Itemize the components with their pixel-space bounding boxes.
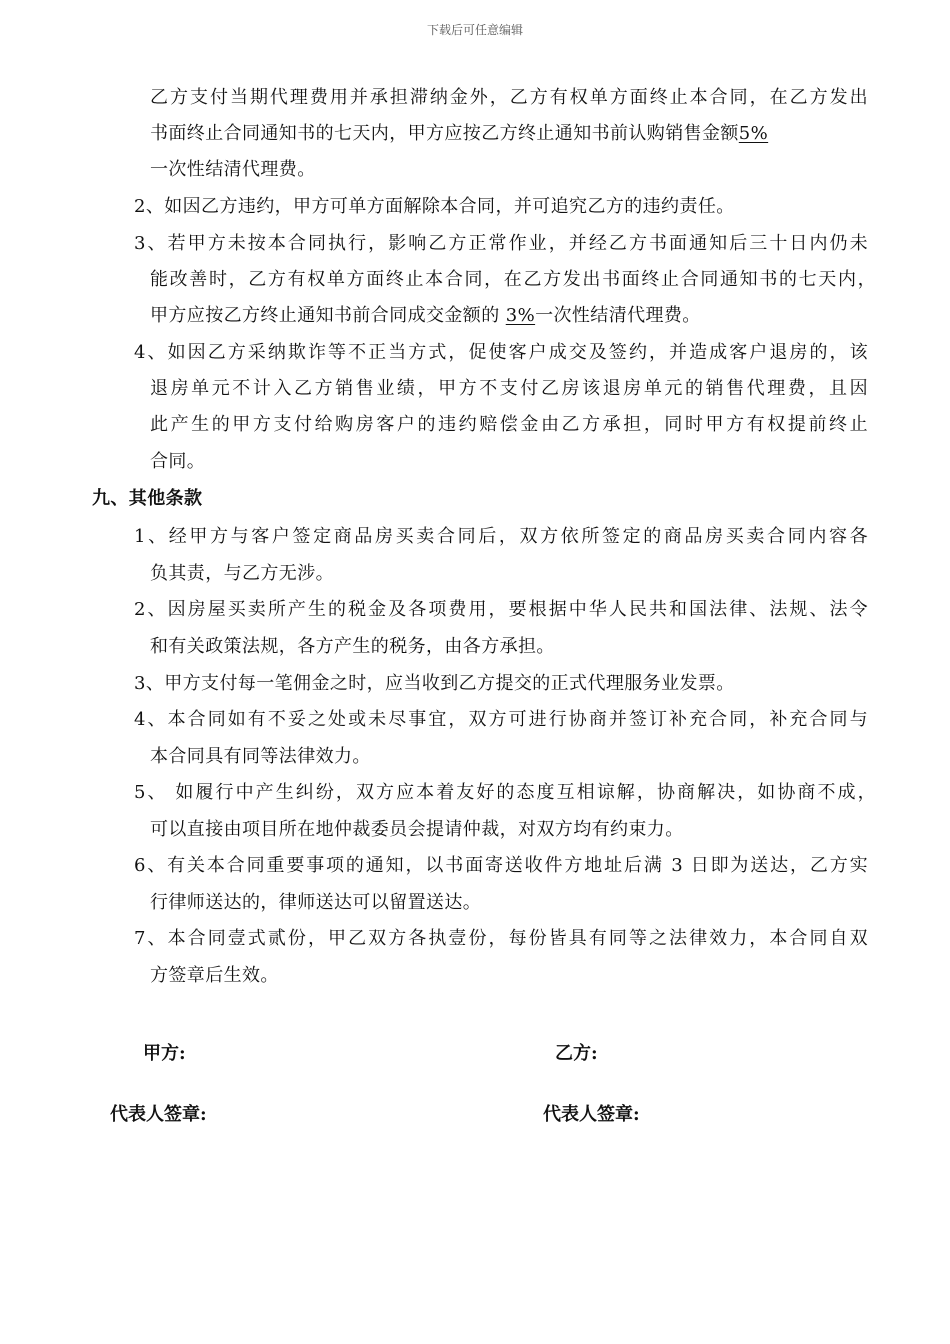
party-a-representative-label: 代表人签章: [110,1104,207,1125]
section8-item-4-line4: 合同。 [150,451,206,472]
section8-item-3-line1: 3、若甲方未按本合同执行，影响乙方正常作业，并经乙方书面通知后三十日内仍未 [134,233,868,254]
section9-item-4-line2: 本合同具有同等法律效力。 [150,746,371,767]
section8-item-4-line1: 4、如因乙方采纳欺诈等不正当方式，促使客户成交及签约，并造成客户退房的，该 [134,342,868,363]
section9-item-6-line1: 6、有关本合同重要事项的通知，以书面寄送收件方地址后满 3 日即为送达，乙方实 [134,855,868,876]
header-note: 下载后可任意编辑 [426,23,523,37]
section8-p1-line1: 乙方支付当期代理费用并承担滞纳金外，乙方有权单方面终止本合同，在乙方发出 [150,87,868,108]
section9-item-6-line2: 行律师送达的，律师送达可以留置送达。 [150,892,482,913]
section9-item-1-line2: 负其责，与乙方无涉。 [150,563,334,584]
section8-p1-line3: 一次性结清代理费。 [150,159,316,180]
section9-item-1-line1: 1、经甲方与客户签定商品房买卖合同后，双方依所签定的商品房买卖合同内容各 [134,526,868,547]
section9-item-2-line2: 和有关政策法规，各方产生的税务，由各方承担。 [150,636,555,657]
section8-item-3-line3-b: 一次性结清代理费。 [535,305,701,326]
section8-item-3-line3 [150,304,701,328]
section9-heading: 九、其他条款 [92,488,203,509]
section8-item-4-line2: 退房单元不计入乙方销售业绩，甲方不支付乙房该退房单元的销售代理费，且因 [150,378,868,399]
section8-p1-line2-text: 书面终止合同通知书的七天内，甲方应按乙方终止通知书前认购销售金额 [150,123,739,144]
section9-item-5-line2: 可以直接由项目所在地仲裁委员会提请仲裁，对双方均有约束力。 [150,819,684,840]
section8-p1-line2 [150,122,783,146]
party-b-representative-label: 代表人签章: [543,1104,640,1125]
section8-item-3-line3-a: 甲方应按乙方终止通知书前合同成交金额的 [150,305,506,326]
section8-item-4-line3: 此产生的甲方支付给购房客户的违约赔偿金由乙方承担，同时甲方有权提前终止 [150,414,868,435]
section9-item-7-line2: 方签章后生效。 [150,965,279,986]
section8-item-2: 2、如因乙方违约，甲方可单方面解除本合同，并可追究乙方的违约责任。 [134,196,735,217]
section9-item-5-line1: 5、 如履行中产生纠纷，双方应本着友好的态度互相谅解，协商解决，如协商不成， [134,782,876,803]
party-b-label: 乙方: [555,1043,598,1064]
section9-item-4-line1: 4、本合同如有不妥之处或未尽事宜，双方可进行协商并签订补充合同，补充合同与 [134,709,868,730]
section9-item-7-line1: 7、本合同壹式贰份，甲乙双方各执壹份，每份皆具有同等之法律效力，本合同自双 [134,928,868,949]
party-a-label: 甲方: [143,1043,186,1064]
section8-p1-amount: 5% [738,123,769,144]
section9-item-3: 3、甲方支付每一笔佣金之时，应当收到乙方提交的正式代理服务业发票。 [134,673,735,694]
section8-item-3-line2: 能改善时，乙方有权单方面终止本合同，在乙方发出书面终止合同通知书的七天内， [150,269,876,290]
section9-item-2-line1: 2、因房屋买卖所产生的税金及各项费用，要根据中华人民共和国法律、法规、法令 [134,599,868,620]
section8-item-3-percent: 3% [505,305,536,326]
